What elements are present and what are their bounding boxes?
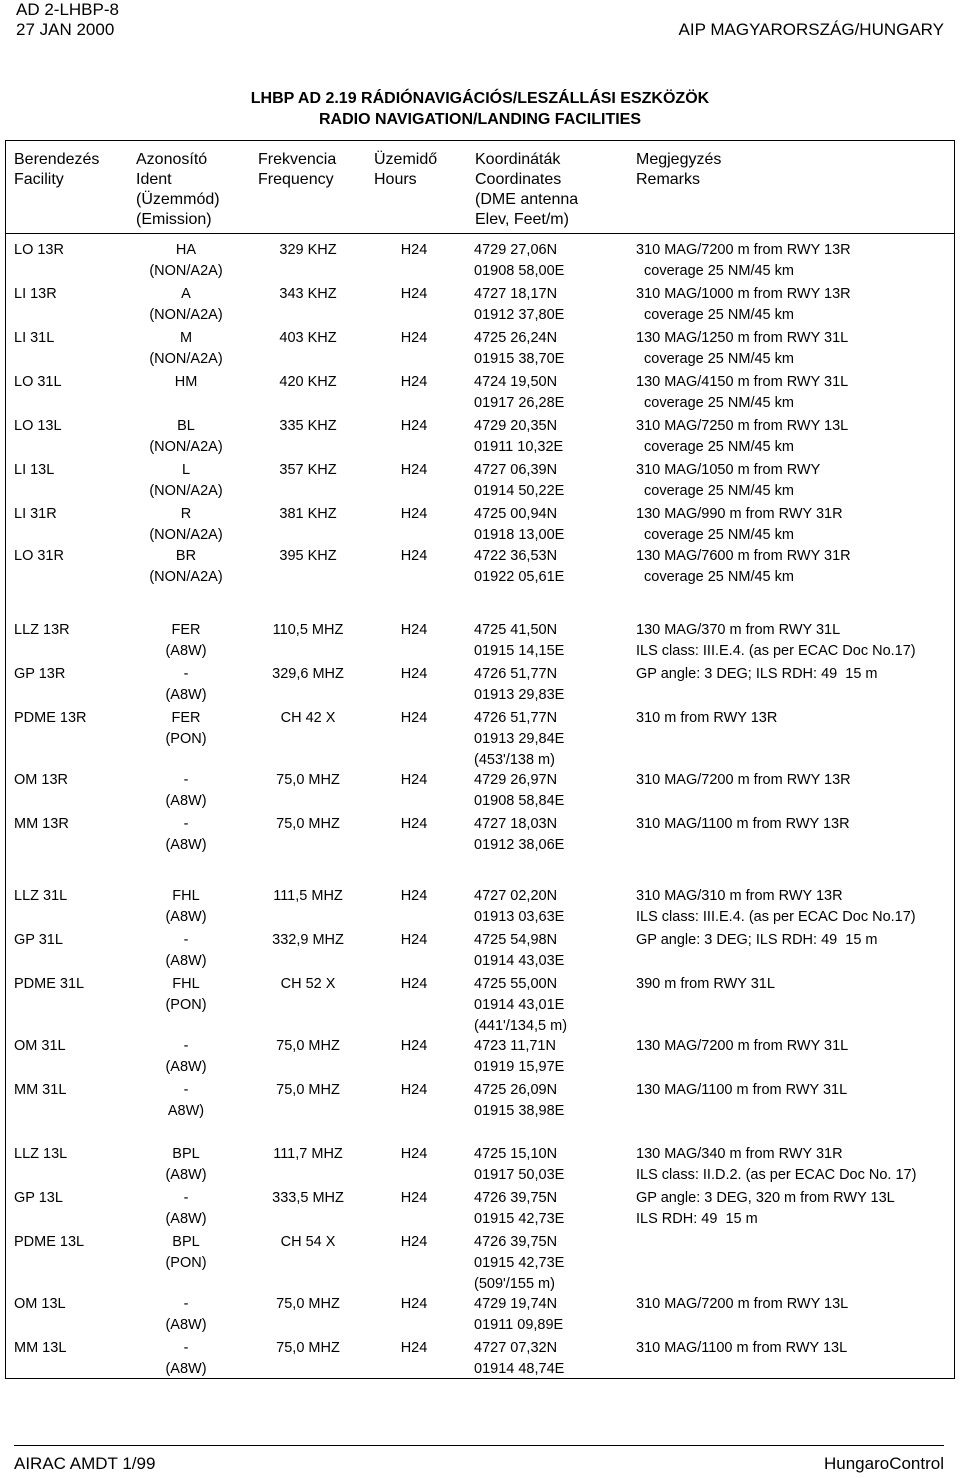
publisher: AIP MAGYARORSZÁG/HUNGARY [678,20,944,39]
cell-ident: R (NON/A2A) [149,506,223,543]
cell-coordinates: 4725 26,24N 01915 38,70E [474,330,565,367]
cell-ident: - (A8W) [165,816,207,853]
cell-hours: H24 [400,1190,428,1206]
cell-frequency: 329 KHZ [279,242,337,258]
cell-facility: LO 13L [14,418,62,434]
cell-hours: H24 [400,374,428,390]
cell-hours: H24 [400,666,428,682]
cell-remarks: 390 m from RWY 31L [636,976,775,992]
cell-ident: - (A8W) [165,1296,207,1333]
cell-ident: M (NON/A2A) [149,330,223,367]
col-header-frequency: Frekvencia Frequency [258,151,337,188]
cell-ident: - (A8W) [165,772,207,809]
cell-frequency: 332,9 MHZ [272,932,344,948]
cell-coordinates: 4729 20,35N 01911 10,32E [474,418,564,455]
col-header-hours: Üzemidő Hours [374,151,438,188]
cell-ident: - (A8W) [165,666,207,703]
cell-frequency: 111,5 MHZ [273,888,343,904]
col-header-remarks: Megjegyzés Remarks [636,151,722,188]
cell-facility: OM 31L [14,1038,66,1054]
cell-frequency: 111,7 MHZ [273,1146,343,1162]
cell-facility: LLZ 13L [14,1146,68,1162]
cell-remarks: 310 MAG/1000 m from RWY 13R coverage 25 NM/45 km [636,286,851,323]
cell-facility: GP 13L [14,1190,63,1206]
cell-frequency: 75,0 MHZ [276,1082,340,1098]
cell-coordinates: 4727 18,17N 01912 37,80E [474,286,565,323]
cell-ident: - (A8W) [165,1038,207,1075]
cell-ident: FHL (PON) [165,976,207,1013]
cell-frequency: 110,5 MHZ [272,622,344,638]
cell-ident: - A8W) [167,1082,205,1119]
cell-facility: MM 31L [14,1082,67,1098]
cell-hours: H24 [400,330,428,346]
cell-hours: H24 [400,816,428,832]
cell-facility: LI 31L [14,330,55,346]
footer-org: HungaroControl [823,1454,944,1473]
cell-hours: H24 [400,1234,428,1250]
cell-facility: LO 31L [14,374,62,390]
cell-ident: FER (PON) [165,710,207,747]
col-header-ident: Azonosító Ident (Üzemmód) (Emission) [136,151,220,228]
cell-ident: FER (A8W) [165,622,207,659]
cell-coordinates: 4727 18,03N 01912 38,06E [474,816,565,853]
cell-coordinates: 4725 15,10N 01917 50,03E [474,1146,565,1183]
cell-remarks: 310 MAG/310 m from RWY 13R ILS class: III.E.4. (as per ECAC Doc No.17) [636,888,916,925]
cell-frequency: CH 54 X [280,1234,336,1250]
cell-ident: A (NON/A2A) [149,286,223,323]
cell-coordinates: 4726 39,75N 01915 42,73E [474,1190,565,1227]
cell-coordinates: 4723 11,71N 01919 15,97E [474,1038,565,1075]
cell-remarks: 130 MAG/990 m from RWY 31R coverage 25 NM/45 km [636,506,843,543]
cell-facility: OM 13R [14,772,68,788]
cell-hours: H24 [400,888,428,904]
cell-remarks: 310 MAG/1100 m from RWY 13R [636,816,850,832]
cell-hours: H24 [400,932,428,948]
cell-remarks: 310 m from RWY 13R [636,710,778,726]
cell-frequency: 420 KHZ [279,374,337,390]
cell-hours: H24 [400,1340,428,1356]
cell-ident: - (A8W) [165,932,207,969]
doc-date: 27 JAN 2000 [16,20,115,39]
cell-frequency: CH 42 X [280,710,336,726]
col-header-facility: Berendezés Facility [14,151,100,188]
cell-frequency: 333,5 MHZ [272,1190,344,1206]
cell-hours: H24 [400,772,428,788]
cell-facility: LI 13L [14,462,55,478]
cell-remarks: 130 MAG/4150 m from RWY 31L coverage 25 NM/45 km [636,374,849,411]
cell-facility: OM 13L [14,1296,66,1312]
cell-frequency: 343 KHZ [279,286,337,302]
cell-frequency: 75,0 MHZ [276,772,340,788]
cell-remarks: 130 MAG/7200 m from RWY 31L [636,1038,849,1054]
doc-id: AD 2-LHBP-8 [16,0,119,19]
cell-hours: H24 [400,462,428,478]
cell-remarks: 130 MAG/370 m from RWY 31L ILS class: III.E.4. (as per ECAC Doc No.17) [636,622,916,659]
cell-hours: H24 [400,286,428,302]
cell-remarks: 310 MAG/7200 m from RWY 13R [636,772,851,788]
cell-hours: H24 [400,418,428,434]
cell-facility: MM 13L [14,1340,67,1356]
cell-remarks: 310 MAG/7200 m from RWY 13L [636,1296,849,1312]
cell-frequency: 403 KHZ [279,330,337,346]
cell-remarks: 130 MAG/7600 m from RWY 31R coverage 25 NM/45 km [636,548,851,585]
cell-ident: - (A8W) [165,1340,207,1377]
cell-facility: PDME 13R [14,710,87,726]
cell-hours: H24 [400,548,428,564]
cell-hours: H24 [400,242,428,258]
cell-coordinates: 4729 19,74N 01911 09,89E [474,1296,564,1333]
cell-ident: HM [174,374,198,390]
cell-frequency: 75,0 MHZ [276,1038,340,1054]
cell-ident: L (NON/A2A) [149,462,223,499]
cell-coordinates: 4725 26,09N 01915 38,98E [474,1082,565,1119]
page-title-line2: RADIO NAVIGATION/LANDING FACILITIES [318,111,642,128]
cell-ident: BPL (PON) [165,1234,207,1271]
cell-remarks: 310 MAG/7200 m from RWY 13R coverage 25 NM/45 km [636,242,851,279]
cell-remarks: 130 MAG/1250 m from RWY 31L coverage 25 NM/45 km [636,330,849,367]
cell-facility: LO 31R [14,548,64,564]
cell-frequency: 75,0 MHZ [276,816,340,832]
cell-hours: H24 [400,506,428,522]
cell-remarks: 130 MAG/1100 m from RWY 31L [636,1082,848,1098]
cell-ident: FHL (A8W) [165,888,207,925]
cell-frequency: 335 KHZ [279,418,337,434]
cell-coordinates: 4729 26,97N 01908 58,84E [474,772,565,809]
cell-frequency: 357 KHZ [279,462,337,478]
cell-coordinates: 4725 55,00N 01914 43,01E (441'/134,5 m) [474,976,568,1034]
cell-coordinates: 4726 39,75N 01915 42,73E (509'/155 m) [474,1234,565,1292]
cell-facility: GP 13R [14,666,66,682]
cell-facility: PDME 31L [14,976,85,992]
cell-frequency: 75,0 MHZ [276,1296,340,1312]
cell-facility: GP 31L [14,932,63,948]
cell-ident: BL (NON/A2A) [149,418,223,455]
cell-remarks: GP angle: 3 DEG; ILS RDH: 49 15 m [636,666,878,682]
cell-remarks: 310 MAG/1050 m from RWY coverage 25 NM/45 km [636,462,821,499]
cell-hours: H24 [400,1296,428,1312]
cell-remarks: GP angle: 3 DEG; ILS RDH: 49 15 m [636,932,878,948]
cell-coordinates: 4725 00,94N 01918 13,00E [474,506,565,543]
col-header-coordinates: Koordináták Coordinates (DME antenna Elev, Feet/m) [475,151,579,228]
cell-facility: LO 13R [14,242,64,258]
cell-coordinates: 4726 51,77N 01913 29,83E [474,666,565,703]
cell-frequency: 329,6 MHZ [272,666,344,682]
cell-facility: LI 31R [14,506,57,522]
footer-rule [14,1445,944,1446]
cell-coordinates: 4727 07,32N 01914 48,74E [474,1340,565,1377]
cell-frequency: CH 52 X [280,976,336,992]
cell-remarks: 310 MAG/1100 m from RWY 13L [636,1340,848,1356]
cell-coordinates: 4724 19,50N 01917 26,28E [474,374,565,411]
cell-ident: - (A8W) [165,1190,207,1227]
cell-coordinates: 4725 41,50N 01915 14,15E [474,622,565,659]
cell-facility: PDME 13L [14,1234,85,1250]
cell-remarks: GP angle: 3 DEG, 320 m from RWY 13L ILS RDH: 49 15 m [636,1190,895,1227]
cell-hours: H24 [400,1082,428,1098]
cell-hours: H24 [400,1146,428,1162]
cell-hours: H24 [400,976,428,992]
cell-coordinates: 4727 02,20N 01913 03,63E [474,888,565,925]
cell-hours: H24 [400,1038,428,1054]
cell-facility: MM 13R [14,816,69,832]
cell-ident: BPL (A8W) [165,1146,207,1183]
cell-remarks: 130 MAG/340 m from RWY 31R ILS class: II.D.2. (as per ECAC Doc No. 17) [636,1146,917,1183]
cell-hours: H24 [400,622,428,638]
cell-frequency: 381 KHZ [279,506,337,522]
cell-hours: H24 [400,710,428,726]
cell-coordinates: 4727 06,39N 01914 50,22E [474,462,565,499]
cell-frequency: 395 KHZ [279,548,337,564]
page-title-line1: LHBP AD 2.19 RÁDIÓNAVIGÁCIÓS/LESZÁLLÁSI ESZKÖZÖK [250,90,710,107]
cell-facility: LLZ 31L [14,888,68,904]
cell-coordinates: 4726 51,77N 01913 29,84E (453'/138 m) [474,710,565,768]
cell-coordinates: 4725 54,98N 01914 43,03E [474,932,565,969]
cell-frequency: 75,0 MHZ [276,1340,340,1356]
cell-ident: BR (NON/A2A) [149,548,223,585]
cell-remarks: 310 MAG/7250 m from RWY 13L coverage 25 NM/45 km [636,418,849,455]
cell-ident: HA (NON/A2A) [149,242,223,279]
cell-coordinates: 4729 27,06N 01908 58,00E [474,242,565,279]
cell-facility: LLZ 13R [14,622,70,638]
cell-facility: LI 13R [14,286,57,302]
footer-amendment: AIRAC AMDT 1/99 [14,1454,156,1473]
cell-coordinates: 4722 36,53N 01922 05,61E [474,548,565,585]
header-separator [5,233,955,234]
